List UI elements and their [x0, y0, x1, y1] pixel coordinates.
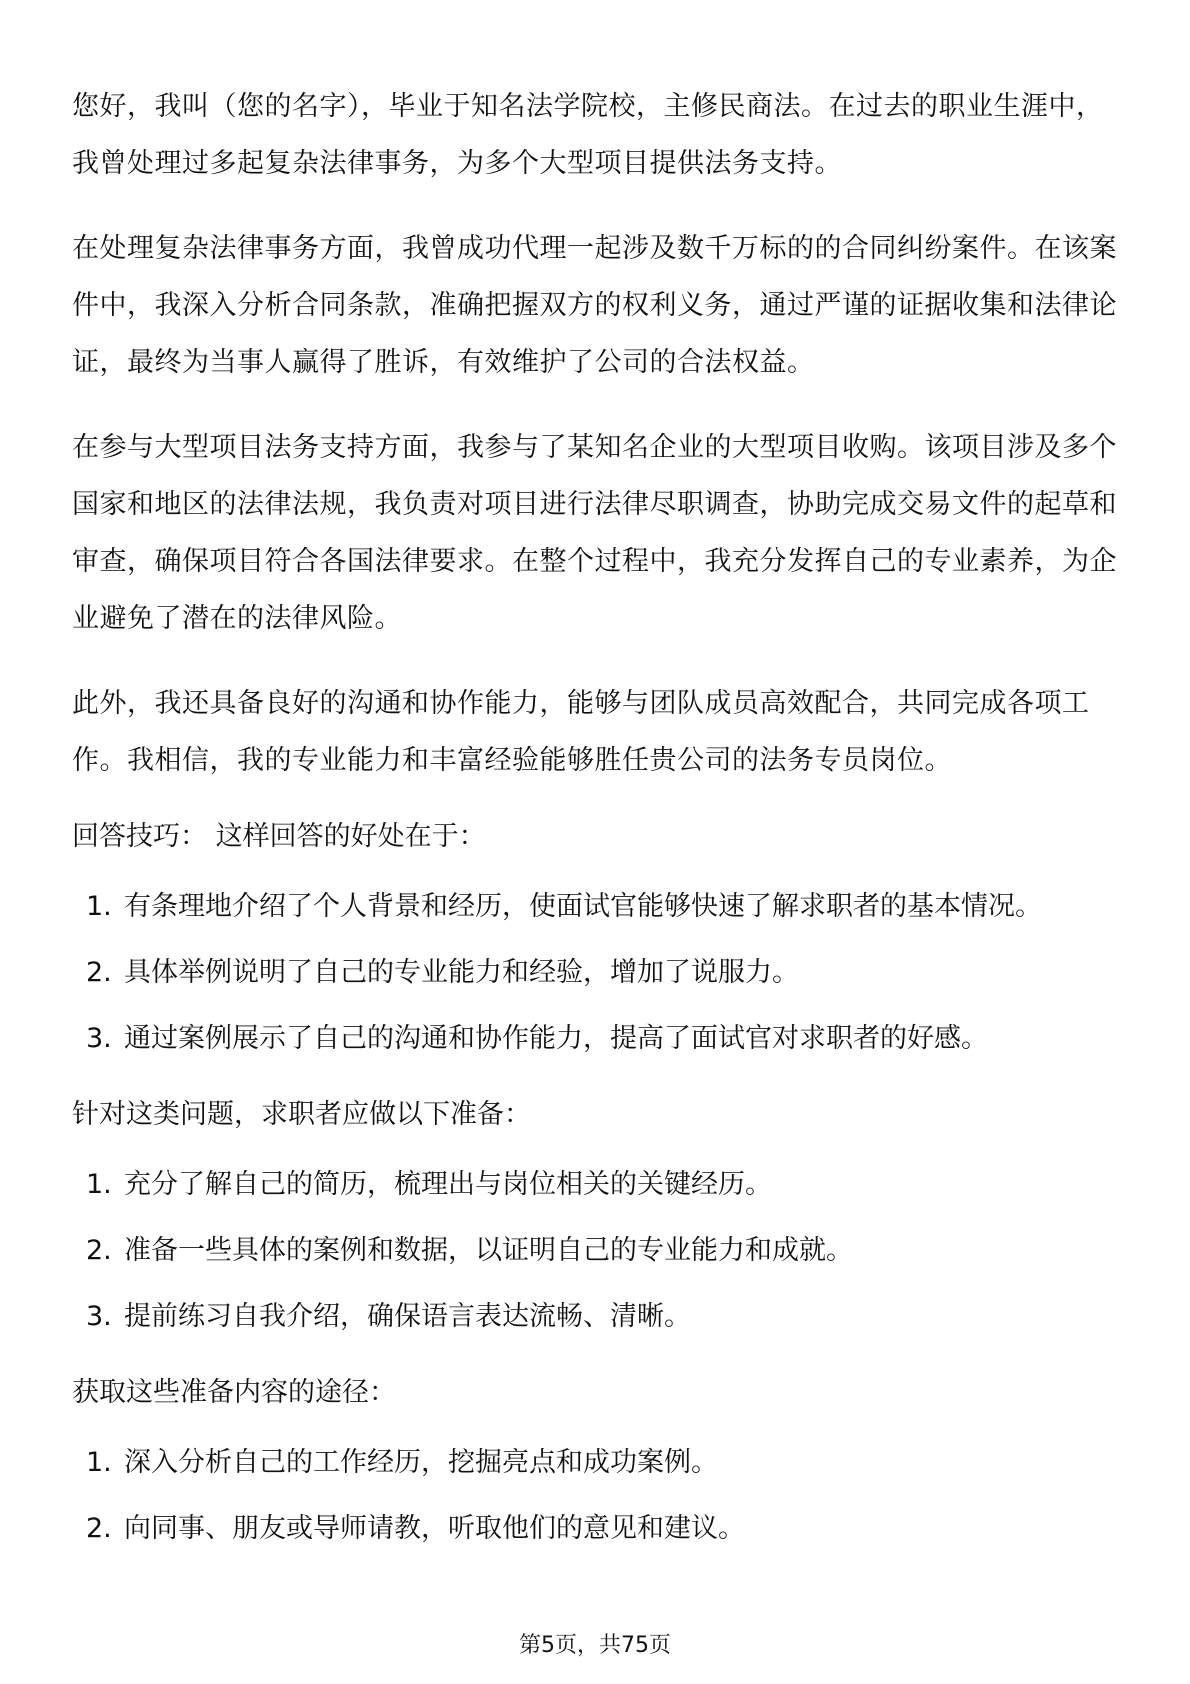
list-item-text: 深入分析自己的工作经历，挖掘亮点和成功案例。 — [124, 1447, 718, 1478]
list-number: 2. — [86, 1513, 112, 1544]
list-item — [72, 953, 1117, 993]
list-item — [72, 887, 1117, 927]
list-item-text: 向同事、朋友或导师请教，听取他们的意见和建议。 — [124, 1513, 745, 1544]
list-number: 1. — [86, 1169, 112, 1200]
list-item-text: 有条理地介绍了个人背景和经历，使面试官能够快速了解求职者的基本情况。 — [124, 891, 1042, 922]
list-item-text: 具体举例说明了自己的专业能力和经验，增加了说服力。 — [124, 957, 799, 988]
paragraph-communication: 此外，我还具备良好的沟通和协作能力，能够与团队成员高效配合，共同完成各项工作。我相信，我的专业能力和丰富经验能够胜任贵公司的法务专员岗位。 — [72, 688, 1090, 776]
list-item — [72, 1231, 1117, 1271]
list-item-text: 充分了解自己的简历，梳理出与岗位相关的关键经历。 — [124, 1169, 772, 1200]
list-item — [72, 1443, 1117, 1483]
list-item — [72, 1297, 1117, 1337]
list-number: 1. — [86, 1447, 112, 1478]
section-heading-tips: 回答技巧： 这样回答的好处在于： — [72, 821, 486, 852]
list-number: 3. — [86, 1023, 112, 1054]
document-body — [72, 78, 1117, 1585]
list-item — [72, 1509, 1117, 1549]
list-number: 2. — [86, 1235, 112, 1266]
list-number: 1. — [86, 891, 112, 922]
page-footer: 第5页，共75页 — [519, 1633, 671, 1658]
list-preparation — [72, 1165, 1117, 1337]
list-item-text: 通过案例展示了自己的沟通和协作能力，提高了面试官对求职者的好感。 — [124, 1023, 988, 1054]
paragraph-intro: 您好，我叫（您的名字），毕业于知名法学院校，主修民商法。在过去的职业生涯中，我曾处理过多起复杂法律事务，为多个大型项目提供法务支持。 — [72, 91, 1104, 179]
list-item — [72, 1019, 1117, 1059]
list-item-text: 提前练习自我介绍，确保语言表达流畅、清晰。 — [124, 1301, 691, 1332]
section-heading-sources: 获取这些准备内容的途径： — [72, 1377, 396, 1408]
section-heading-preparation: 针对这类问题，求职者应做以下准备： — [72, 1099, 531, 1130]
list-sources — [72, 1443, 1117, 1549]
list-tips — [72, 887, 1117, 1059]
paragraph-project-support: 在参与大型项目法务支持方面，我参与了某知名企业的大型项目收购。该项目涉及多个国家和地区的法律法规，我负责对项目进行法律尽职调查，协助完成交易文件的起草和审查，确保项目符合各国法律要求。在整个过程中，我充分发挥自己的专业素养，为企业避免了潜在的法律风险。 — [72, 432, 1117, 634]
list-number: 3. — [86, 1301, 112, 1332]
list-item — [72, 1165, 1117, 1205]
list-item-text: 准备一些具体的案例和数据，以证明自己的专业能力和成就。 — [124, 1235, 853, 1266]
paragraph-complex-affairs: 在处理复杂法律事务方面，我曾成功代理一起涉及数千万标的的合同纠纷案件。在该案件中，我深入分析合同条款，准确把握双方的权利义务，通过严谨的证据收集和法律论证，最终为当事人赢得了胜诉，有效维护了公司的合法权益。 — [72, 233, 1117, 378]
list-number: 2. — [86, 957, 112, 988]
